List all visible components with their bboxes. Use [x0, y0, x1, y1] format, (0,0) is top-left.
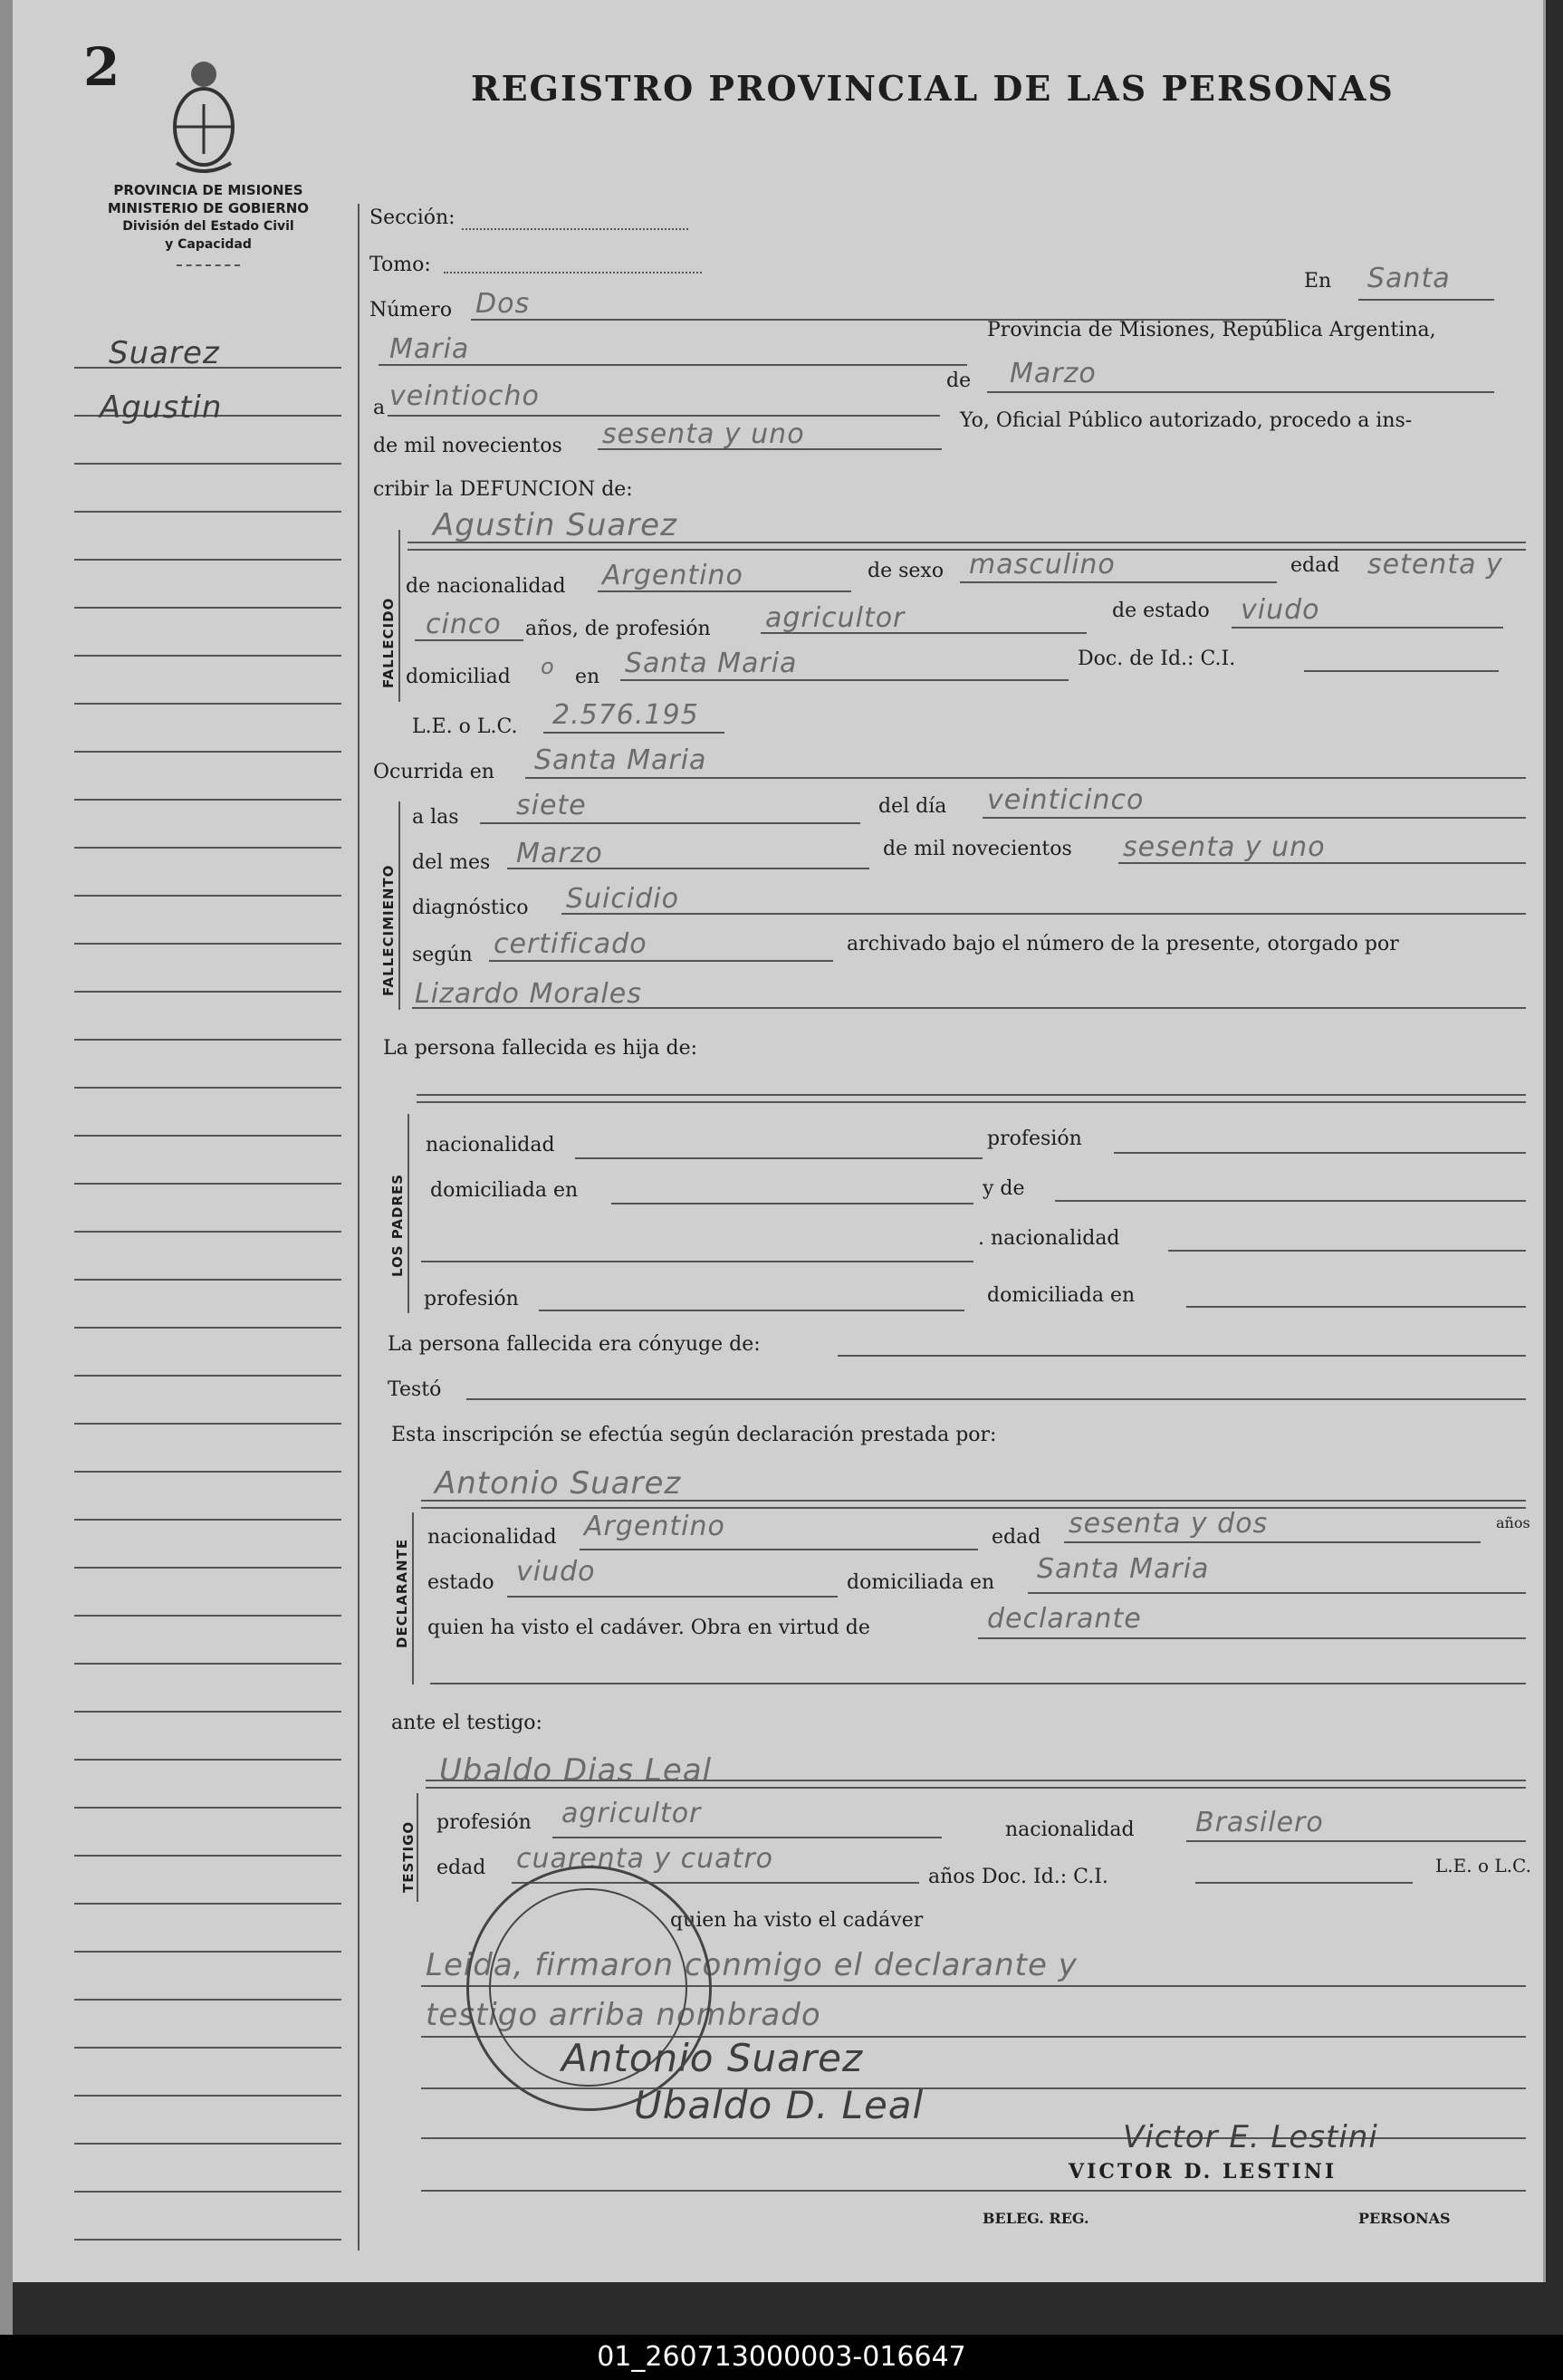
- value-en-place: Santa: [1367, 263, 1451, 294]
- signature-testigo: Ubaldo D. Leal: [634, 2083, 925, 2127]
- value-segun: certificado: [494, 928, 647, 960]
- domicilio-line: [620, 679, 1069, 681]
- label-hija: La persona fallecida es hija de:: [383, 1037, 698, 1060]
- label-edad: edad: [1290, 554, 1340, 577]
- declarante-nacionalidad-line: [580, 1549, 978, 1550]
- label-padre-nacionalidad: nacionalidad: [426, 1134, 555, 1156]
- seal-inner-ring: [489, 1888, 687, 2087]
- madre-name-line: [1055, 1200, 1526, 1202]
- value-numero: Dos: [475, 288, 531, 320]
- margin-rule-line: [74, 559, 341, 561]
- margin-rule-line: [74, 1135, 341, 1137]
- label-segun: según: [412, 944, 473, 966]
- value-domicilio: Santa Maria: [625, 648, 798, 679]
- closing-text-2: testigo arriba nombrado: [426, 1997, 821, 2033]
- margin-rule-line: [74, 2047, 341, 2049]
- declarante-domicilio-line: [1028, 1592, 1526, 1594]
- label-de: de: [946, 369, 972, 392]
- value-en-place-cont: Maria: [389, 333, 470, 365]
- parent1-name-line-2: [417, 1101, 1526, 1103]
- margin-rule-line: [74, 511, 341, 513]
- segun-line: [489, 960, 833, 962]
- margin-given-name: Agustin: [100, 389, 223, 426]
- file-id-footer: 01_260713000003-016647: [0, 2335, 1563, 2380]
- del-dia-line: [983, 817, 1526, 819]
- margin-rule-line: [74, 607, 341, 609]
- value-declarante-nacionalidad: Argentino: [584, 1511, 725, 1542]
- bottom-stamp-left: BELEG. REG.: [983, 2210, 1089, 2227]
- label-testo: Testó: [388, 1378, 442, 1401]
- fallecido-bracket: [398, 530, 400, 702]
- value-del-mes: Marzo: [516, 838, 603, 869]
- value-declarante-domicilio: Santa Maria: [1037, 1553, 1210, 1585]
- ocurrida-line: [525, 777, 1526, 779]
- label-yo: Yo, Oficial Público autorizado, procedo a ins-: [960, 409, 1413, 432]
- label-declarante-quien: quien ha visto el cadáver. Obra en virtud de: [427, 1617, 870, 1639]
- label-en-dom: en: [575, 666, 600, 688]
- label-en: En: [1304, 270, 1332, 293]
- margin-rule-line: [74, 847, 341, 849]
- label-estado: de estado: [1112, 600, 1210, 622]
- label-archivado: archivado bajo el número de la presente, otorgado por: [847, 933, 1399, 955]
- margin-rule-line: [74, 1615, 341, 1617]
- label-cribir: cribir la DEFUNCION de:: [373, 478, 633, 501]
- madre-profesion-line: [539, 1310, 964, 1311]
- value-domiciliad-suffix: o: [541, 654, 555, 679]
- margin-rule-line: [74, 1327, 341, 1329]
- margin-rule-line: [74, 2191, 341, 2193]
- declarante-estado-line: [507, 1596, 838, 1598]
- year-line: [598, 448, 942, 450]
- padre-nacionalidad-line: [575, 1157, 983, 1159]
- medico-line: [412, 1007, 1526, 1009]
- label-madre-nacionalidad: . nacionalidad: [978, 1227, 1120, 1250]
- madre-nacionalidad-line: [1168, 1250, 1526, 1252]
- testigo-profesion-line: [552, 1837, 942, 1838]
- fallecimiento-bracket: [398, 801, 400, 1010]
- label-doc: Doc. de Id.: C.I.: [1078, 648, 1236, 670]
- margin-rule-line: [74, 1087, 341, 1089]
- register-page: [13, 0, 1546, 2282]
- label-madre-profesion: profesión: [424, 1288, 519, 1310]
- label-del-dia: del día: [878, 795, 947, 818]
- label-testigo-profesion: profesión: [436, 1811, 532, 1834]
- margin-rule-line: [74, 1567, 341, 1569]
- label-ante-testigo: ante el testigo:: [391, 1712, 542, 1734]
- margin-rule-line: [74, 655, 341, 657]
- declarante-name-line-2: [421, 1507, 1526, 1509]
- value-medico: Lizardo Morales: [415, 978, 642, 1010]
- value-diagnostico: Suicidio: [566, 883, 679, 915]
- label-testigo-anos: años Doc. Id.: C.I.: [928, 1866, 1108, 1888]
- label-le: L.E. o L.C.: [412, 715, 518, 738]
- form-left-border: [358, 204, 360, 2250]
- a-las-line: [480, 822, 860, 824]
- official-seal-icon: [466, 1866, 712, 2111]
- side-label-fallecido: FALLECIDO: [380, 597, 397, 688]
- label-declarante-anos: años: [1496, 1514, 1530, 1531]
- issuing-authority: [72, 181, 344, 254]
- sexo-line: [960, 581, 1277, 583]
- margin-rule-line: [74, 895, 341, 897]
- label-padre-profesion: profesión: [987, 1128, 1082, 1150]
- page-number: 2: [83, 36, 120, 98]
- margin-rule-line: [74, 1999, 341, 2001]
- deceased-name-line-2: [408, 549, 1526, 551]
- place-line: [379, 364, 967, 366]
- value-deceased-name: Agustin Suarez: [433, 507, 677, 543]
- label-domiciliad: domiciliad: [406, 666, 511, 688]
- header-divider: [177, 264, 240, 266]
- label-anios-profesion: años, de profesión: [525, 618, 711, 640]
- margin-rule-line: [74, 1231, 341, 1233]
- label-y-de: y de: [983, 1177, 1025, 1200]
- label-madre-domiciliada: domiciliada en: [987, 1284, 1136, 1307]
- label-declarante-nacionalidad: nacionalidad: [427, 1526, 557, 1549]
- value-declarante-obra: declarante: [987, 1603, 1142, 1635]
- label-inscripcion: Esta inscripción se efectúa según declaración prestada por:: [391, 1424, 997, 1446]
- declarante-bracket: [412, 1512, 414, 1684]
- margin-rule-line: [74, 1519, 341, 1521]
- declarante-extra-line: [430, 1683, 1526, 1684]
- profesion-line: [761, 632, 1087, 634]
- margin-surname: Suarez: [109, 335, 220, 371]
- label-numero: Número: [369, 299, 453, 321]
- official-name: VICTOR D. LESTINI: [1069, 2160, 1338, 2183]
- label-conyuge: La persona fallecida era cónyuge de:: [388, 1333, 761, 1356]
- label-testigo-le: L.E. o L.C.: [1435, 1855, 1531, 1876]
- label-testigo-nacionalidad: nacionalidad: [1005, 1819, 1135, 1841]
- testigo-name-line-2: [426, 1787, 1526, 1789]
- margin-rule-line: [74, 1951, 341, 1953]
- signature-declarante: Antonio Suarez: [561, 2036, 864, 2080]
- page-title: REGISTRO PROVINCIAL DE LAS PERSONAS: [471, 68, 1395, 109]
- label-ocurrida: Ocurrida en: [373, 761, 494, 783]
- label-seccion: Sección:: [369, 206, 455, 229]
- label-testigo-quien: quien ha visto el cadáver: [670, 1909, 924, 1932]
- padres-bracket: [408, 1114, 409, 1313]
- margin-rule-line: [74, 1903, 341, 1905]
- header-capacity: y Capacidad: [165, 237, 252, 252]
- header-province: PROVINCIA DE MISIONES: [113, 182, 303, 198]
- margin-rule-line: [74, 1855, 341, 1857]
- label-declarante-domiciliada: domiciliada en: [847, 1571, 995, 1594]
- label-del-mes: del mes: [412, 851, 491, 874]
- closing-text-1: Leida, firmaron conmigo el declarante y: [426, 1947, 1078, 1983]
- value-estado: viudo: [1241, 594, 1320, 626]
- value-month: Marzo: [1010, 358, 1097, 389]
- le-line: [543, 732, 724, 734]
- page-left-edge: [0, 0, 13, 2380]
- nacionalidad-line: [598, 590, 851, 592]
- label-sexo: de sexo: [868, 560, 945, 582]
- signature-official: Victor E. Lestini: [1123, 2119, 1378, 2155]
- testigo-bracket: [417, 1793, 418, 1902]
- label-provincia: Provincia de Misiones, República Argentina,: [987, 319, 1436, 341]
- value-year-2: sesenta y uno: [1123, 831, 1326, 863]
- margin-rule-line: [74, 1279, 341, 1281]
- declarante-obra-line: [978, 1637, 1526, 1639]
- diagnostico-line: [561, 913, 1526, 915]
- value-edad-2: cinco: [426, 609, 502, 640]
- testigo-name-line: [426, 1780, 1526, 1781]
- parent1-name-line: [417, 1094, 1526, 1096]
- side-label-padres: LOS PADRES: [389, 1173, 406, 1277]
- value-testigo-edad: cuarenta y cuatro: [516, 1843, 774, 1875]
- value-declarante-edad: sesenta y dos: [1069, 1508, 1269, 1540]
- margin-rule-line: [74, 1375, 341, 1377]
- tomo-line: [444, 272, 702, 274]
- bottom-stamp-right: PERSONAS: [1358, 2210, 1451, 2227]
- margin-rule-line: [74, 2239, 341, 2241]
- value-ocurrida: Santa Maria: [534, 744, 707, 776]
- margin-rule-line: [74, 751, 341, 753]
- coat-of-arms-icon: [163, 54, 245, 181]
- value-testigo-profesion: agricultor: [561, 1798, 702, 1829]
- day-line: [388, 415, 940, 417]
- margin-rule-line: [74, 2095, 341, 2097]
- madre-domicilio-line: [1186, 1306, 1526, 1308]
- label-a: a: [373, 397, 386, 419]
- value-le: 2.576.195: [552, 699, 699, 731]
- doc-line: [1304, 670, 1499, 672]
- madre-line-1: [421, 1261, 973, 1262]
- seccion-line: [462, 228, 688, 230]
- margin-rule-line: [74, 943, 341, 945]
- side-label-declarante: DECLARANTE: [394, 1538, 410, 1648]
- side-label-testigo: TESTIGO: [400, 1820, 417, 1893]
- declarante-edad-line: [1064, 1541, 1481, 1543]
- label-tomo: Tomo:: [369, 254, 431, 276]
- value-del-dia: veinticinco: [987, 784, 1145, 816]
- value-declarante-name: Antonio Suarez: [435, 1465, 682, 1502]
- margin-rule-line: [74, 1663, 341, 1665]
- label-nacionalidad: de nacionalidad: [406, 575, 566, 598]
- header-division: División del Estado Civil: [122, 219, 294, 234]
- value-declarante-estado: viudo: [516, 1556, 596, 1588]
- value-testigo-nacionalidad: Brasilero: [1195, 1807, 1324, 1838]
- value-testigo-name: Ubaldo Dias Leal: [439, 1752, 713, 1789]
- value-nacionalidad: Argentino: [602, 560, 743, 591]
- value-edad-1: setenta y: [1367, 549, 1503, 581]
- margin-rule-line: [74, 1711, 341, 1713]
- month-line: [987, 391, 1494, 393]
- margin-rule-line: [74, 1039, 341, 1041]
- value-year: sesenta y uno: [602, 418, 805, 450]
- margin-rule-line: [74, 1807, 341, 1809]
- margin-rule-line: [74, 2143, 341, 2145]
- margin-rule-line: [74, 991, 341, 993]
- label-declarante-edad: edad: [992, 1526, 1041, 1549]
- closing-line-5: [421, 2190, 1526, 2192]
- padre-domicilio-line: [611, 1203, 973, 1204]
- label-declarante-estado: estado: [427, 1571, 494, 1594]
- label-a-las: a las: [412, 806, 459, 829]
- estado-line: [1232, 627, 1503, 629]
- label-diagnostico: diagnóstico: [412, 897, 529, 919]
- side-label-fallecimiento: FALLECIMIENTO: [380, 864, 397, 996]
- en-line: [1358, 299, 1494, 301]
- edad2-line: [415, 639, 523, 641]
- year2-line: [1118, 862, 1526, 864]
- testo-line: [466, 1398, 1526, 1400]
- testigo-ci-line: [1195, 1882, 1413, 1884]
- label-de-mil: de mil novecientos: [373, 435, 562, 457]
- label-padre-domiciliada: domiciliada en: [430, 1179, 579, 1202]
- value-sexo: masculino: [969, 549, 1116, 581]
- del-mes-line: [507, 868, 869, 869]
- margin-rule-line: [74, 799, 341, 801]
- value-profesion: agricultor: [765, 602, 906, 634]
- value-day: veintiocho: [389, 380, 540, 412]
- margin-rule-line: [74, 1471, 341, 1473]
- testigo-nacionalidad-line: [1186, 1840, 1526, 1842]
- margin-rule-line: [74, 463, 341, 465]
- label-testigo-edad: edad: [436, 1857, 486, 1879]
- margin-rule-line: [74, 1759, 341, 1761]
- margin-rule-line: [74, 1423, 341, 1425]
- padre-profesion-line: [1114, 1152, 1526, 1154]
- declarante-name-line: [421, 1500, 1526, 1502]
- value-a-las: siete: [516, 790, 587, 821]
- deceased-name-line: [408, 542, 1526, 543]
- label-de-mil-2: de mil novecientos: [883, 838, 1072, 860]
- header-ministry: MINISTERIO DE GOBIERNO: [107, 200, 310, 216]
- conyuge-line: [838, 1355, 1526, 1357]
- margin-rule-line: [74, 703, 341, 705]
- margin-rule-line: [74, 1183, 341, 1185]
